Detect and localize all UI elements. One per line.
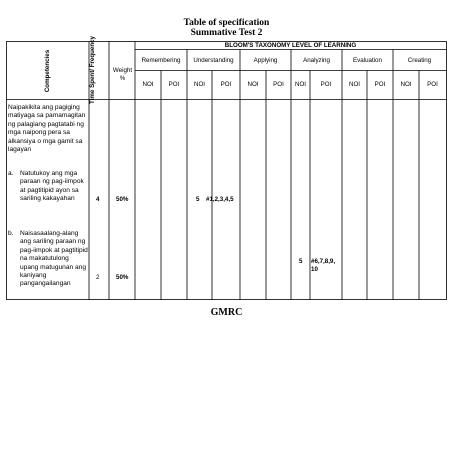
item-a-weight: 50%	[116, 196, 129, 203]
item-b-time: 2	[96, 274, 100, 281]
item-a-text: Natutukoy ang mga paraan ng pag-iimpok at pagtitipid ayon sa sariling kakayahan	[20, 170, 84, 203]
document-subtitle: Summative Test 2	[190, 28, 263, 38]
item-a-letter: a.	[8, 170, 14, 177]
analyzing-noi-header: NOI	[294, 81, 306, 88]
item-b-letter: b.	[8, 230, 14, 237]
understanding-noi-header: NOI	[193, 81, 205, 88]
subject-label: GMRC	[210, 307, 243, 318]
time-spent-header: Time Spent/ Frequency	[89, 36, 96, 104]
blooms-header: BLOOM'S TAXONOMY LEVEL OF LEARNING	[224, 42, 357, 49]
document-title: Table of specification	[183, 18, 270, 28]
level-understanding: Understanding	[193, 57, 234, 64]
weight-header: Weight %	[112, 67, 133, 82]
remembering-poi-header: POI	[168, 81, 180, 88]
item-b-poi: #6,7,8,9, 10	[311, 258, 336, 273]
applying-poi-header: POI	[273, 81, 284, 88]
item-b-weight: 50%	[116, 274, 129, 281]
item-b-text: Naisasaalang-alang ang sariling paraan ng pag-iimpok at pagtitipid na makatutulong upang matugunan ang kaniyang pangangailangan	[20, 230, 88, 288]
level-analyzing: Analyzing	[303, 57, 330, 64]
level-creating: Creating	[407, 57, 432, 64]
level-evaluation: Evaluation	[353, 57, 382, 64]
competencies-header: Competencies	[44, 49, 51, 93]
level-remembering: Remembering	[141, 57, 181, 64]
analyzing-poi-header: POI	[320, 81, 332, 88]
evaluation-poi-header: POI	[374, 81, 386, 88]
item-b-noi: 5	[299, 258, 303, 265]
evaluation-noi-header: NOI	[348, 81, 360, 88]
creating-poi-header: POI	[427, 81, 438, 88]
remembering-noi-header: NOI	[142, 81, 154, 88]
item-a-poi: #1,2,3,4,5	[206, 196, 234, 203]
item-a-noi: 5	[196, 196, 200, 203]
applying-noi-header: NOI	[247, 81, 259, 88]
level-applying: Applying	[253, 57, 278, 64]
understanding-poi-header: POI	[220, 81, 232, 88]
competency-intro: Naipakikita ang pagiging matiyaga sa pamamagitan ng palagiang pagtatabi ng mga naipong pera sa alkansiya o mga gamit sa lagayan	[8, 104, 86, 154]
creating-noi-header: NOI	[400, 81, 412, 88]
item-a-time: 4	[96, 196, 100, 203]
